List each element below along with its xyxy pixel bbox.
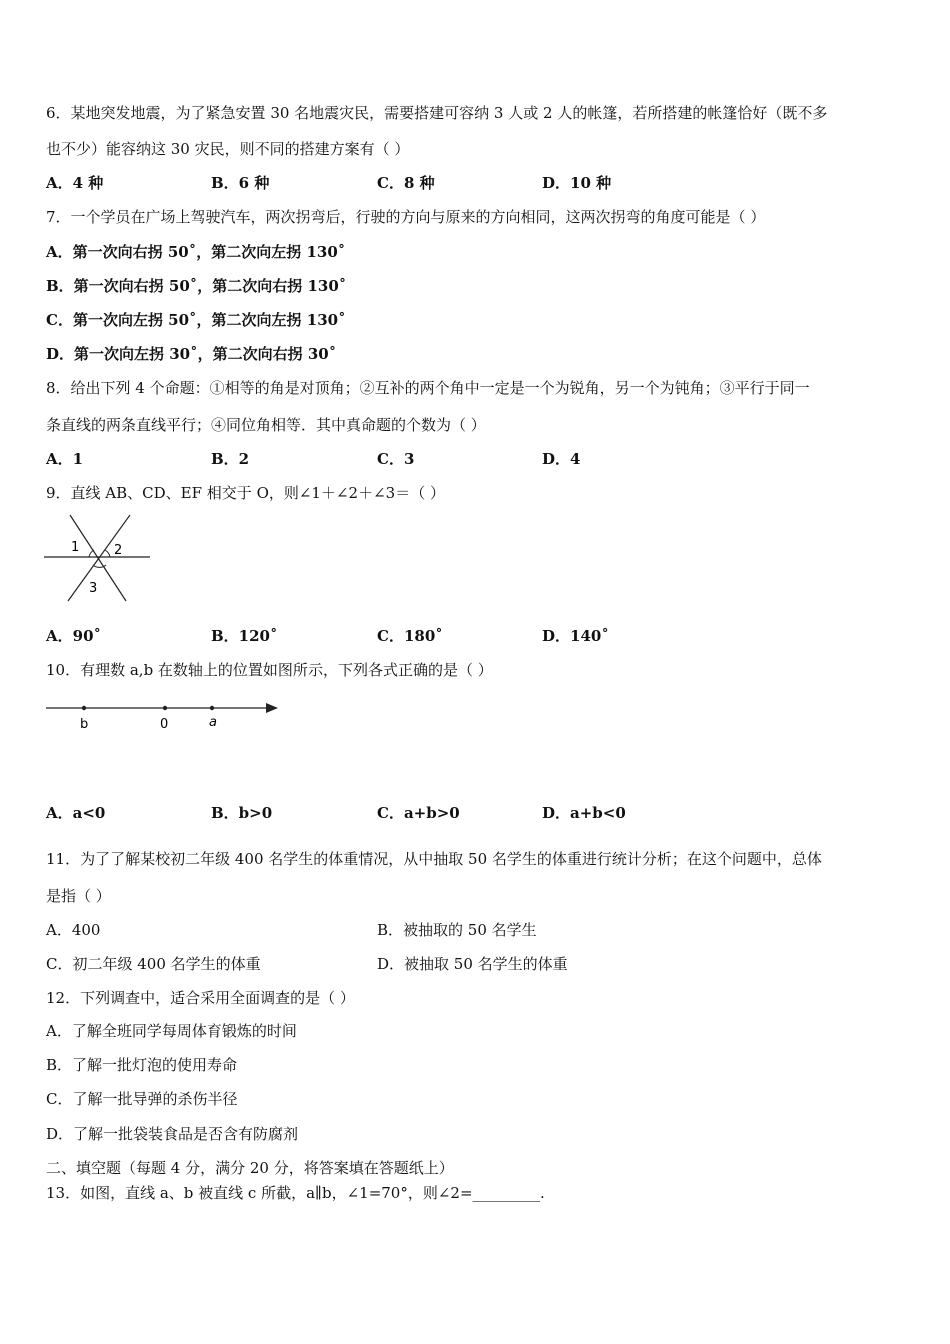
q9-stem: 9．直线 AB、CD、EF 相交于 O，则∠1＋∠2＋∠3＝（ ） <box>46 484 445 502</box>
q10-option-b: B．b>0 <box>211 804 273 822</box>
q10-stem: 10．有理数 a,b 在数轴上的位置如图所示，下列各式正确的是（ ） <box>46 661 493 679</box>
q10-point-zero <box>163 706 167 710</box>
q10-option-d: D．a+b<0 <box>542 804 626 822</box>
q9-angle-arc-1 <box>89 550 94 557</box>
q9-line-cd <box>68 515 130 601</box>
q6-stem-line1: 6．某地突发地震，为了紧急安置 30 名地震灾民，需要搭建可容纳 3 人或 2 人的帐篷，若所搭建的帐篷恰好（既不多 <box>46 104 828 122</box>
q9-line-ab <box>70 515 126 601</box>
q10-label-zero: 0 <box>160 717 169 732</box>
q9-label-2: 2 <box>114 543 123 558</box>
q12-option-d: D．了解一批袋装食品是否含有防腐剂 <box>46 1125 299 1143</box>
q8-option-a: A．1 <box>46 450 84 468</box>
q6-stem-line2: 也不少）能容纳这 30 灾民，则不同的搭建方案有（ ） <box>46 140 410 158</box>
q10-label-b: b <box>80 717 89 732</box>
q9-label-1: 1 <box>71 540 80 555</box>
q7-option-c: C．第一次向左拐 50˚，第二次向左拐 130˚ <box>46 311 346 329</box>
q11-option-d: D．被抽取 50 名学生的体重 <box>377 955 568 973</box>
q11-option-a: A．400 <box>46 921 101 939</box>
q11-stem-line2: 是指（ ） <box>46 887 111 905</box>
q9-label-3: 3 <box>89 581 98 596</box>
q12-option-b: B．了解一批灯泡的使用寿命 <box>46 1056 238 1074</box>
q11-option-c: C．初二年级 400 名学生的体重 <box>46 955 261 973</box>
q6-option-b: B．6 种 <box>211 174 270 192</box>
q8-option-c: C．3 <box>377 450 415 468</box>
q7-option-a: A．第一次向右拐 50˚，第二次向左拐 130˚ <box>46 243 346 261</box>
q8-stem-line1: 8．给出下列 4 个命题：①相等的角是对顶角；②互补的两个角中一定是一个为锐角，另一个为钝角；③平行于同一 <box>46 379 810 397</box>
q9-option-a: A．90˚ <box>46 627 102 645</box>
q7-stem: 7．一个学员在广场上驾驶汽车，两次拐弯后，行驶的方向与原来的方向相同，这两次拐弯的角度可能是（ ） <box>46 208 766 226</box>
q10-point-a <box>210 706 214 710</box>
q10-number-line <box>44 698 284 734</box>
q9-option-c: C．180˚ <box>377 627 443 645</box>
q10-point-b <box>82 706 86 710</box>
q12-option-c: C．了解一批导弹的杀伤半径 <box>46 1090 238 1108</box>
q10-axis-arrow <box>266 703 278 713</box>
q10-label-a: a <box>209 715 217 730</box>
q10-option-c: C．a+b>0 <box>377 804 460 822</box>
q7-option-d: D．第一次向左拐 30˚，第二次向右拐 30˚ <box>46 345 337 363</box>
q9-angle-arc-2 <box>105 550 110 557</box>
q11-stem-line1: 11．为了了解某校初二年级 400 名学生的体重情况，从中抽取 50 名学生的体重进行统计分析；在这个问题中，总体 <box>46 850 822 868</box>
q6-option-d: D．10 种 <box>542 174 612 192</box>
q8-option-b: B．2 <box>211 450 250 468</box>
q9-figure <box>44 512 154 604</box>
q12-stem: 12．下列调查中，适合采用全面调查的是（ ） <box>46 989 355 1007</box>
q9-option-b: B．120˚ <box>211 627 278 645</box>
q7-option-b: B．第一次向右拐 50˚，第二次向右拐 130˚ <box>46 277 347 295</box>
section2-title: 二、填空题（每题 4 分，满分 20 分，将答案填在答题纸上） <box>46 1159 454 1177</box>
q8-stem-line2: 条直线的两条直线平行；④同位角相等．其中真命题的个数为（ ） <box>46 416 486 434</box>
q12-option-a: A．了解全班同学每周体育锻炼的时间 <box>46 1022 297 1040</box>
q9-option-d: D．140˚ <box>542 627 609 645</box>
q10-option-a: A．a<0 <box>46 804 106 822</box>
q6-option-a: A．4 种 <box>46 174 104 192</box>
q8-option-d: D．4 <box>542 450 581 468</box>
q11-option-b: B．被抽取的 50 名学生 <box>377 921 537 939</box>
q13-stem: 13．如图，直线 a、b 被直线 c 所截，a∥b，∠1=70°，则∠2=_________. <box>46 1184 545 1202</box>
q6-option-c: C．8 种 <box>377 174 435 192</box>
